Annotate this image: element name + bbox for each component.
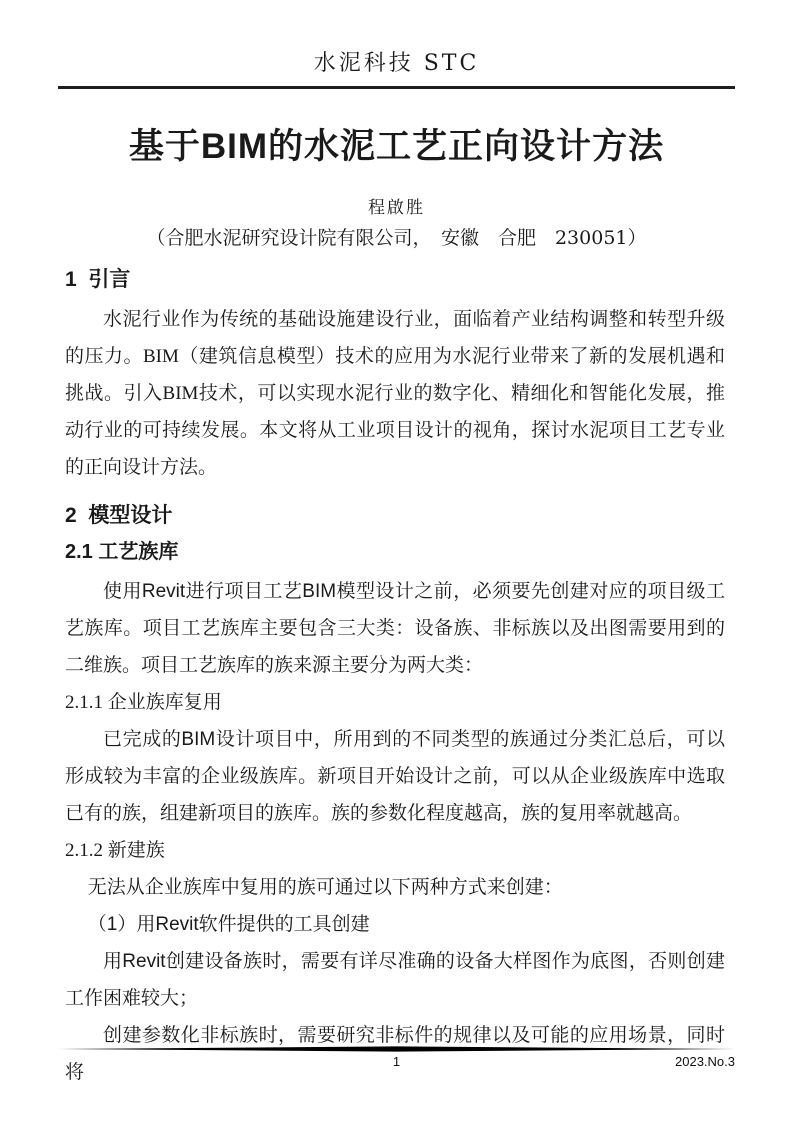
para-method-1	[65, 906, 725, 943]
header-rule	[58, 86, 735, 89]
footer-row	[58, 1054, 735, 1072]
journal-title: 水泥科技 STC	[313, 51, 480, 76]
affiliation: （合肥水泥研究设计院有限公司， 安徽 合肥 230051）	[146, 226, 647, 249]
heading-new-family: 2.1.2 新建族	[65, 840, 165, 862]
heading-model-design: 2 模型设计	[65, 504, 173, 528]
text-segment: 水泥行业作为传统的基础设施建设行业，面临着产业结构调整和转型升级的压力。BIM（建筑信息模型）技术的应用为水泥行业带来了新的发展机遇和挑战。引入BIM技术，可以实现水泥行业的数字化、精细化和智能化发展，推动行业的可持续发展。本文将从工业项目设计的视角，探讨水泥项目工艺专业的正向设计方法。	[65, 309, 725, 479]
heading-enterprise-library-reuse: 2.1.1 企业族库复用	[65, 692, 222, 714]
text-segment: （1）用Revit软件提供的工具创建	[87, 914, 370, 936]
author-name: 程啟胜	[368, 197, 425, 218]
text-segment: 所用到的不同类型的族通过分类汇总后，可以形成较为丰富的企业级族库。新项目开始设计之前，可以从企业级族库中选取已有的族，组建新项目的族库。族的参数化程度越高，族的复用率就越高。	[65, 729, 725, 825]
issue-number: 2023.No.3	[675, 1054, 735, 1069]
para-new-family-intro	[65, 869, 725, 906]
article-body	[0, 266, 793, 1092]
text-segment: 需要有详尽准确的设备大样图作为底图，否则创建工作困难较大；	[65, 951, 725, 1010]
para-process-family-library	[65, 573, 725, 684]
page-footer	[58, 1046, 735, 1072]
footer-rule	[58, 1046, 735, 1052]
text-segment: 创建参数化非标族时，需要研究非标件的规律以及可能的应用场景，同时将	[65, 1025, 725, 1084]
para-revit-equipment-family	[65, 943, 725, 1017]
running-header	[0, 0, 793, 77]
para-introduction	[65, 301, 725, 486]
page-number: 1	[392, 1054, 401, 1069]
article-title: 基于BIM的水泥工艺正向设计方法	[128, 127, 665, 166]
text-segment: 已完成的BIM设计项目中，	[103, 729, 334, 751]
text-segment: 无法从企业族库中复用的族可通过以下两种方式来创建：	[87, 877, 563, 899]
text-segment: 使用Revit进行项目工艺BIM模型设计之前，必须要先创建对应的项目级工艺族	[65, 581, 725, 640]
text-segment: 库。项目工艺族库主要包含三大类：设备族、非标族以及出图需要用到的二维族。项目工艺族库的族来源主要分为两大类：	[65, 618, 725, 677]
para-enterprise-library-reuse	[65, 721, 725, 832]
heading-introduction: 1 引言	[65, 267, 131, 291]
text-segment: 用Revit创建设备族时，	[103, 951, 301, 973]
heading-process-family-library: 2.1 工艺族库	[65, 541, 179, 564]
